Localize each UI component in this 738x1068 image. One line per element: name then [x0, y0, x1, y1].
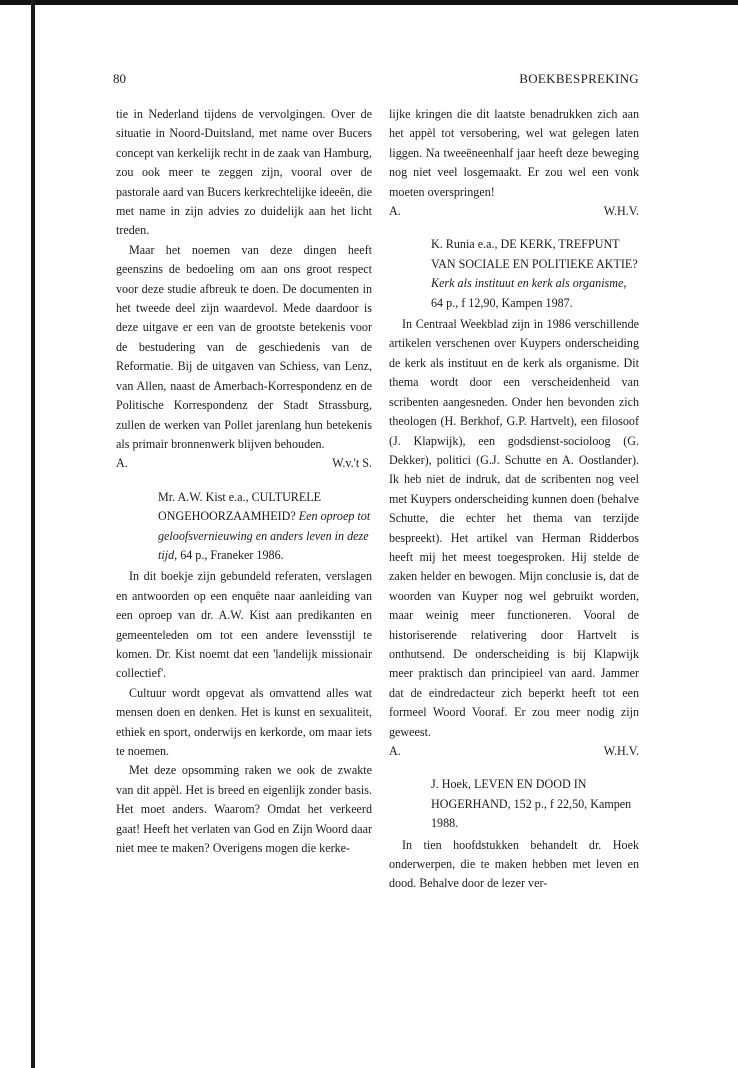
book-details: 64 p., Franeker 1986.	[180, 547, 284, 562]
paragraph: Maar het noemen van deze dingen heeft geenszins de bedoeling om aan ons groot respect voor deze studie afbreuk te doen. De documenten in het tweede deel zijn waardevol. Mede daardoor is deze uitgave er een van de grootste betekenis voor de bestudering van de geschiedenis van de Reformatie. Bij de uitgaven van Schiess, van Lenz, van Allen, naast de Amerbach-Korrespondenz en de Politische Korrespondenz der Stadt Strassburg, zullen de werken van Pollet jarenlang hun betekenis als primair bronnenwerk blijven behouden.	[116, 242, 372, 451]
paragraph: Met deze opsomming raken we ook de zwakte van dit appèl. Het is breed en eigenlijk zonder basis. Het moet anders. Waarom? Omdat het verkeerd gaat! Heeft het verlaten van God en Zijn Woord daar niet mee te maken? Overigens mogen die kerke-	[116, 763, 372, 856]
page-left-edge	[31, 0, 35, 1068]
book-details: 64 p., f 12,90, Kampen 1987.	[431, 295, 573, 310]
reviewer-initials: W.H.V.	[603, 744, 639, 758]
book-reference	[431, 775, 639, 833]
right-column	[389, 105, 639, 894]
book-author-title: J. Hoek, LEVEN EN DOOD IN HOGERHAND, 152 p., f 22,50, Kampen 1988.	[431, 777, 632, 831]
book-reference	[431, 235, 639, 313]
paragraph: In dit boekje zijn gebundeld referaten, verslagen en antwoorden op een enquête naar aanleiding van een oproep van dr. A.W. Kist aan predikanten en gemeenteleden om tot een andere levensstijl te komen. Dr. Kist noemt dat een 'landelijk missionair collectief'.	[116, 569, 372, 681]
signature-initial: A.	[389, 744, 401, 758]
reviewer-initials: W.H.V.	[603, 204, 639, 219]
paragraph: In Centraal Weekblad zijn in 1986 verschillende artikelen verschenen over Kuypers onderscheiding de kerk als instituut en de kerk als organisme. Dit thema wordt door een verscheidenheid van scribenten aangesneden. Onder hen bevonden zich theologen (H. Berkhof, G.P. Hartvelt), een filosoof (J. Klapwijk), een godsdienst-socioloog (G. Dekker), politici (G.J. Schutte en A. Oostlander). Ik heb niet de indruk, dat de scribenten nog veel met Kuypers onderscheiding kunnen doen (behalve Schutte, die echter het thema van terzijde bespreekt). Het artikel van Herman Ridderbos heeft mij het meest toegesproken. Hij stelde de zaken helder en bewogen. Mijn conclusie is, dat de woorden van Kuyper nog wel gebruikt worden, maar weinig meer functioneren. Vooral de historiserende relativering door Hartvelt is onthutsend. De onderscheiding is bij Klapwijk meer praktisch dan principieel van aard. Jammer dat de eindredacteur zich beperkt heeft tot een formeel Woord Vooraf. Er zou meer nodig zijn geweest.	[389, 317, 639, 739]
book-subtitle: Kerk als instituut en kerk als organisme,	[431, 276, 627, 291]
signature-line	[116, 454, 372, 473]
left-column	[116, 105, 372, 858]
book-author-title: Mr. A.W. Kist e.a., CULTURELE ONGEHOORZAAMHEID?	[158, 489, 322, 524]
signature-initial: A.	[116, 456, 128, 471]
running-head: BOEKBESPREKING	[519, 71, 639, 86]
paragraph: In tien hoofdstukken behandelt dr. Hoek onderwerpen, die te maken hebben met leven en dood. Behalve door de lezer ver-	[389, 837, 639, 891]
paragraph: lijke kringen die dit laatste benadrukken zich aan het appèl tot versobering, wel wat gelegen laten liggen. Na tweeëneenhalf jaar heeft deze beweging nog niet veel losgemaakt. Er zou wel een vonk moeten overspringen!	[389, 107, 639, 199]
book-author-title: K. Runia e.a., DE KERK, TREFPUNT VAN SOCIALE EN POLITIEKE AKTIE?	[431, 237, 638, 271]
signature-line	[389, 202, 639, 221]
book-reference	[158, 488, 372, 566]
book-subtitle: Een oproep tot geloofsvernieuwing en anders leven in deze tijd,	[158, 509, 371, 562]
paragraph: Cultuur wordt opgevat als omvattend alles wat mensen doen en denken. Het is kunst en sexualiteit, ethiek en sport, onderwijs en kerkorde, om maar iets te noemen.	[116, 685, 372, 758]
paragraph: tie in Nederland tijdens de vervolgingen. Over de situatie in Noord-Duitsland, met name over Bucers concept van kerkelijk recht in de zaak van Hamburg, zou ook meer te zeggen zijn, vooral over de pastorale aard van Bucers kerkrechtelijke ideeën, die met name in zijn advies zo duidelijk aan het licht treden.	[116, 107, 372, 238]
signature-initial: A.	[389, 204, 401, 219]
page-number: 80	[113, 71, 126, 86]
signature-line	[389, 742, 639, 761]
page-top-edge	[0, 0, 738, 5]
reviewer-initials: W.v.'t S.	[332, 456, 372, 471]
